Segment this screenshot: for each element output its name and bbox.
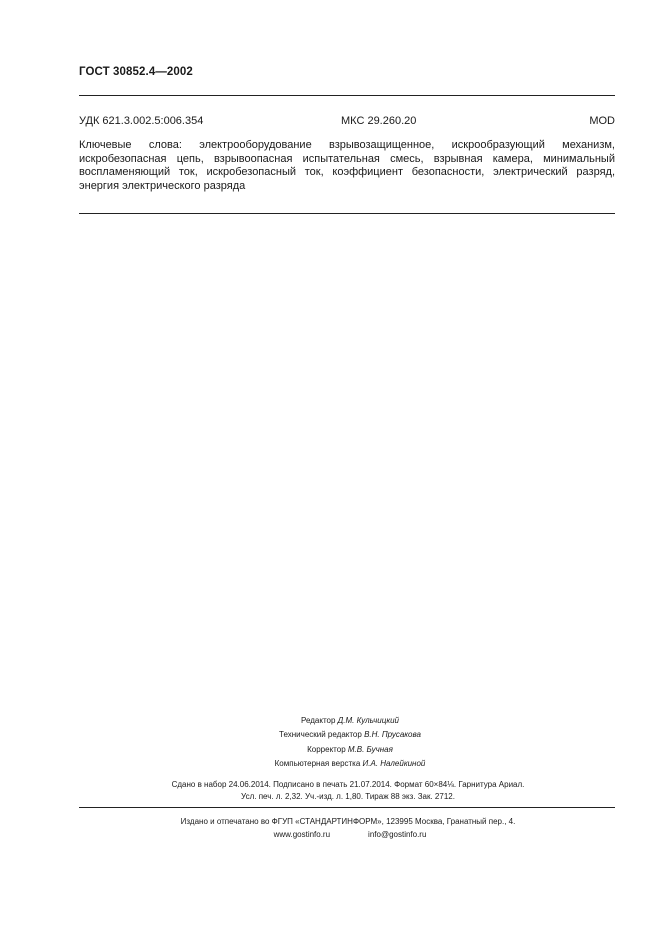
credit-name: Д.М. Кульчицкий xyxy=(337,716,400,725)
credit-name: М.В. Бучная xyxy=(347,744,393,754)
publisher-links xyxy=(200,830,500,839)
keywords-divider xyxy=(79,213,615,214)
credit-label: Технический редактор xyxy=(279,730,362,740)
keywords-paragraph: Ключевые слова: электрооборудование взрывозащищенное, искрообразующий механизм, искробезопасная цепь, взрывоопасная испытательная смесь, взрывная камера, минимальный воспламеняющий ток, искробезопасный ток, коэффициент безопасности, электрический разряд, энергия электрического разряда xyxy=(79,139,615,192)
credit-label: Редактор xyxy=(300,716,336,725)
classification-row xyxy=(79,115,615,129)
credit-layout xyxy=(200,757,500,771)
standard-id: ГОСТ 30852.4—2002 xyxy=(79,66,193,78)
print-info-line-2: Усл. печ. л. 2,32. Уч.-изд. л. 1,80. Тираж 88 экз. Зак. 2712. xyxy=(241,792,455,801)
bottom-divider xyxy=(79,807,615,808)
credit-corrector xyxy=(200,743,500,757)
credit-tech-editor xyxy=(200,728,500,742)
mks-code: МКС 29.260.20 xyxy=(341,115,417,127)
credit-name: В.Н. Прусакова xyxy=(364,730,421,740)
email-link[interactable]: info@gostinfo.ru xyxy=(368,830,427,839)
publisher-line: Издано и отпечатано во ФГУП «СТАНДАРТИНФОРМ», 123995 Москва, Гранатный пер., 4. xyxy=(180,817,516,826)
credit-name: И.А. Налейкиной xyxy=(362,759,426,769)
udc-code: УДК 621.3.002.5:006.354 xyxy=(79,115,204,127)
top-divider xyxy=(79,95,615,96)
print-info-line-1: Сдано в набор 24.06.2014. Подписано в печать 21.07.2014. Формат 60×84⅛. Гарнитура Ариал. xyxy=(171,780,525,789)
credit-label: Компьютерная верстка xyxy=(274,759,361,769)
credit-label: Корректор xyxy=(307,744,346,754)
credits-block xyxy=(200,714,500,772)
website-link[interactable]: www.gostinfo.ru xyxy=(273,830,331,839)
mod-label: MOD xyxy=(589,115,615,127)
credit-editor xyxy=(200,714,500,728)
